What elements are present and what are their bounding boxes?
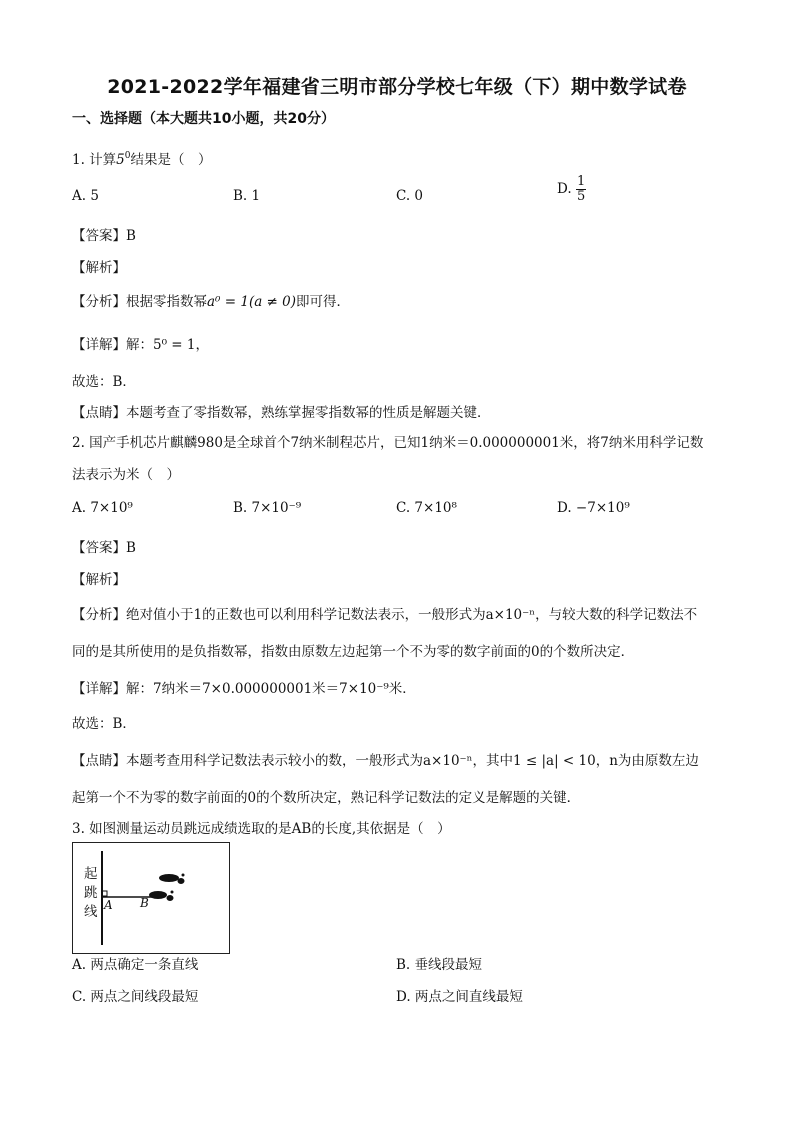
figure-label-tiao: 跳 xyxy=(84,885,98,901)
q1-option-c[interactable]: C. 0 xyxy=(396,188,424,204)
q1-option-d-label: D. xyxy=(557,181,572,197)
figure-point-b: B xyxy=(140,896,149,910)
q2-option-b[interactable]: B. 7×10⁻⁹ xyxy=(233,500,302,516)
figure-point-a: A xyxy=(104,898,113,912)
q2-option-d[interactable]: D. −7×10⁹ xyxy=(557,500,630,516)
q1-fenxi-text-b: 即可得． xyxy=(296,294,351,310)
q1-answer-tag: 【答案】 xyxy=(72,228,126,244)
q2-xiangjie-tag: 【详解】 xyxy=(72,681,126,697)
q2-dianjing-tag: 【点睛】 xyxy=(72,753,126,769)
q1-option-d-denominator: 5 xyxy=(576,189,586,204)
q2-answer-tag: 【答案】 xyxy=(72,540,126,556)
q1-xiangjie-text: 解：5⁰ = 1， xyxy=(126,337,209,353)
q1-answer xyxy=(72,224,136,244)
q2-jiexi: 【解析】 xyxy=(72,572,126,588)
q2-stem-line2: 法表示为米（ ） xyxy=(72,467,180,483)
q2-fenxi-text-line1: 绝对值小于1的正数也可以利用科学记数法表示，一般形式为a×10⁻ⁿ，与较大数的科学记数法不 xyxy=(126,607,698,623)
q1-fenxi xyxy=(72,290,350,310)
q1-dianjing xyxy=(72,401,491,421)
page-title: 2021-2022学年福建省三明市部分学校七年级（下）期中数学试卷 xyxy=(107,76,687,98)
q1-jiexi: 【解析】 xyxy=(72,260,126,276)
q2-xiangjie-text: 解：7纳米＝7×0.000000001米＝7×10⁻⁹米． xyxy=(126,681,416,697)
q3-stem: 3. 如图测量运动员跳远成绩选取的是AB的长度,其依据是（ ） xyxy=(72,821,451,837)
q3-option-c[interactable]: C. 两点之间线段最短 xyxy=(72,989,199,1005)
q2-answer-value: B xyxy=(126,540,136,556)
figure-label-qi: 起 xyxy=(84,866,98,882)
figure-label-xian: 线 xyxy=(84,904,98,920)
q2-option-a[interactable]: A. 7×10⁹ xyxy=(72,500,133,516)
q1-xiangjie-tag: 【详解】 xyxy=(72,337,126,353)
q1-option-d-fraction xyxy=(576,175,586,204)
q2-dianjing-line2: 起第一个不为零的数字前面的0的个数所决定，熟记科学记数法的定义是解题的关键． xyxy=(72,790,581,806)
q2-guxuan: 故选：B． xyxy=(72,716,136,732)
q1-option-d-numerator: 1 xyxy=(576,174,586,189)
q1-fenxi-tag: 【分析】 xyxy=(72,294,126,310)
q2-answer xyxy=(72,536,136,556)
q1-option-d[interactable] xyxy=(557,175,586,204)
q3-option-d[interactable]: D. 两点之间直线最短 xyxy=(396,989,523,1005)
q1-answer-value: B xyxy=(126,228,136,244)
q2-dianjing-line1 xyxy=(72,749,699,769)
q1-dianjing-tag: 【点睛】 xyxy=(72,405,126,421)
q3-option-b[interactable]: B. 垂线段最短 xyxy=(396,957,483,973)
q1-option-a[interactable]: A. 5 xyxy=(72,188,99,204)
q1-fenxi-text-a: 根据零指数幂 xyxy=(126,294,207,310)
q2-fenxi-line2: 同的是其所使用的是负指数幂，指数由原数左边起第一个不为零的数字前面的0的个数所决定． xyxy=(72,644,635,660)
q1-fenxi-math: a⁰ = 1(a ≠ 0) xyxy=(207,294,297,310)
q2-stem-line1: 2. 国产手机芯片麒麟980是全球首个7纳米制程芯片，已知1纳米＝0.000000001米，将7纳米用科学记数 xyxy=(72,435,704,451)
q2-fenxi-line1 xyxy=(72,603,697,623)
q2-fenxi-tag: 【分析】 xyxy=(72,607,126,623)
q1-stem xyxy=(72,148,212,168)
q1-option-b[interactable]: B. 1 xyxy=(233,188,261,204)
footprint-icon xyxy=(149,874,185,902)
q2-xiangjie xyxy=(72,677,416,697)
q1-dianjing-text: 本题考查了零指数幂，熟练掌握零指数幂的性质是解题关键． xyxy=(126,405,491,421)
q1-guxuan: 故选：B． xyxy=(72,374,136,390)
q1-xiangjie xyxy=(72,333,209,353)
q1-stem-base: 5 xyxy=(116,152,125,168)
q1-stem-suffix: 结果是（ ） xyxy=(130,152,212,168)
q2-dianjing-text-line1: 本题考查用科学记数法表示较小的数，一般形式为a×10⁻ⁿ，其中1 ≤ |a| < 10，n为由原数左边 xyxy=(126,753,699,769)
section-heading: 一、选择题（本大题共10小题，共20分） xyxy=(72,111,335,127)
q2-option-c[interactable]: C. 7×10⁸ xyxy=(396,500,457,516)
q1-stem-prefix: 1. 计算 xyxy=(72,152,117,168)
q3-option-a[interactable]: A. 两点确定一条直线 xyxy=(72,957,199,973)
q1-stem-exp: 0 xyxy=(124,151,131,161)
